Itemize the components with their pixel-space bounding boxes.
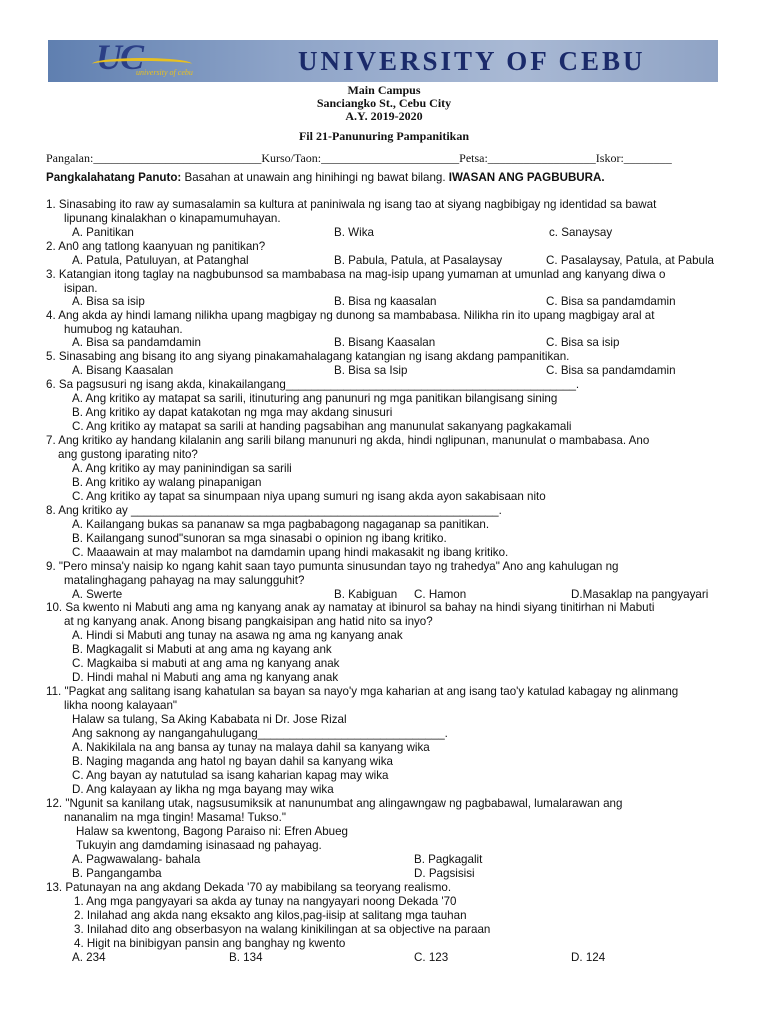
- answer-choice: A. Bisa sa isip: [72, 295, 145, 308]
- question-line: 8. Ang kritiko ay _________________________________________________________.: [46, 504, 502, 517]
- question-line: 10. Sa kwento ni Mabuti ang ama ng kanyang anak ay namatay at ibinurol sa bahay na hindi siyang tinitirhan ni Mabuti: [46, 601, 655, 614]
- question-line: B. Ang kritiko ay dapat katakotan ng mga may akdang sinusuri: [72, 406, 393, 419]
- university-banner: [48, 37, 718, 82]
- question-line: Halaw sa tulang, Sa Aking Kababata ni Dr. Jose Rizal: [72, 713, 347, 726]
- question-line: isipan.: [64, 282, 98, 295]
- question-line: A. Hindi si Mabuti ang tunay na asawa ng ama ng kanyang anak: [72, 629, 403, 642]
- logo-subtext: university of cebu: [136, 68, 193, 77]
- question-line: humubog ng katauhan.: [64, 323, 183, 336]
- answer-choice: C. Hamon: [414, 588, 467, 601]
- question-line: 3. Inilahad dito ang obserbasyon na walang kinikilingan at sa objective na paraan: [74, 923, 491, 936]
- answer-choice: B. Bisang Kaasalan: [334, 336, 436, 349]
- answer-choice: B. Bisa ng kaasalan: [334, 295, 437, 308]
- campus-name: Main Campus: [347, 83, 421, 97]
- question-line: Ang saknong ay nangangahulugang_____________________________.: [72, 727, 448, 740]
- question-line: 9. "Pero minsa'y naisip ko ngang kahit saan tayo pumunta sinusundan tayo ng trahedya" Ano ang kahulugan ng: [46, 560, 619, 573]
- answer-choice: A. Pagwawalang- bahala: [72, 853, 201, 866]
- instructions-text: Basahan at unawain ang hinihingi ng bawat bilang.: [181, 171, 449, 184]
- answer-choice: B. Pangangamba: [72, 867, 162, 880]
- answer-choice: A. 234: [72, 951, 106, 964]
- question-line: D. Ang kalayaan ay likha ng mga bayang may wika: [72, 783, 334, 796]
- question-line: 2. An0 ang tatlong kaanyuan ng panitikan?: [46, 240, 266, 253]
- question-line: likha noong kalayaan": [64, 699, 178, 712]
- question-line: C. Ang kritiko ay matapat sa sarili at handing pagsabihan ang manunulat sakanyang pagkakamali: [72, 420, 572, 433]
- instructions-label: Pangkalahatang Panuto:: [46, 171, 182, 184]
- academic-year: A.Y. 2019-2020: [345, 109, 423, 123]
- university-logo: [48, 37, 198, 82]
- answer-choice: c. Sanaysay: [549, 226, 613, 239]
- question-line: 1. Sinasabing ito raw ay sumasalamin sa kultura at paniniwala ng isang tao at siyang nagbibigay ng identidad sa bawat: [46, 198, 657, 211]
- answer-choice: C. Bisa sa pandamdamin: [546, 364, 676, 377]
- answer-choice: B. 134: [229, 951, 263, 964]
- question-line: B. Magkagalit si Mabuti at ang ama ng kayang ank: [72, 643, 332, 656]
- question-line: A. Kailangang bukas sa pananaw sa mga pagbabagong nagaganap sa panitikan.: [72, 518, 490, 531]
- answer-choice: C. 123: [414, 951, 449, 964]
- question-line: B. Kailangang sunod"sunoran sa mga sinasabi o opinion ng ibang kritiko.: [72, 532, 447, 545]
- logo-text: UC: [96, 37, 143, 77]
- answer-choice: D. Pagsisisi: [414, 867, 475, 880]
- answer-choice: A. Patula, Patuluyan, at Patanghal: [72, 254, 249, 267]
- question-line: A. Nakikilala na ang bansa ay tunay na malaya dahil sa kanyang wika: [72, 741, 430, 754]
- question-line: C. Ang kritiko ay tapat sa sinumpaan niya upang sumuri ng isang akda ayon sakabisaan nito: [72, 490, 546, 503]
- question-line: Halaw sa kwentong, Bagong Paraiso ni: Efren Abueg: [76, 825, 348, 838]
- question-line: B. Ang kritiko ay walang pinapanigan: [72, 476, 262, 489]
- course-title: Fil 21-Panunuring Pampanitikan: [298, 129, 470, 143]
- answer-choice: C. Pasalaysay, Patula, at Pabula: [546, 254, 714, 267]
- question-line: C. Magkaiba si mabuti at ang ama ng kanyang anak: [72, 657, 340, 670]
- question-line: 1. Ang mga pangyayari sa akda ay tunay na nangyayari noong Dekada '70: [74, 895, 457, 908]
- question-line: 4. Ang akda ay hindi lamang nilikha upang magbigay ng dunong sa mambabasa. Nilikha rin ito upang magbigay aral at: [46, 309, 655, 322]
- answer-choice: B. Wika: [334, 226, 374, 239]
- answer-choice: D.Masaklap na pangyayari: [571, 588, 709, 601]
- question-line: 2. Inilahad ang akda nang eksakto ang kilos,pag-iisip at salitang mga tauhan: [74, 909, 467, 922]
- question-line: ang gustong iparating nito?: [58, 448, 198, 461]
- answer-choice: C. Bisa sa isip: [546, 336, 620, 349]
- question-line: 4. Higit na binibigyan pansin ang banghay ng kwento: [74, 937, 346, 950]
- question-line: A. Ang kritiko ay matapat sa sarili, itinuturing ang panunuri ng mga panitikan bilangisang sining: [72, 392, 558, 405]
- answer-choice: B. Bisa sa Isip: [334, 364, 408, 377]
- question-line: 7. Ang kritiko ay handang kilalanin ang sarili bilang manunuri ng akda, hindi nglipunan, manunulat o mambabasa. Ano: [46, 434, 650, 447]
- question-line: 12. "Ngunit sa kanilang utak, nagsusumiksik at nanunumbat ang alingawngaw ng pagbabawal, lumalarawan ang: [46, 797, 623, 810]
- question-line: at ng kanyang anak. Anong bisang pangkaisipan ang hatid nito sa inyo?: [64, 615, 433, 628]
- question-line: 13. Patunayan na ang akdang Dekada '70 ay mabibilang sa teoryang realismo.: [46, 881, 452, 894]
- answer-choice: C. Bisa sa pandamdamin: [546, 295, 676, 308]
- question-line: matalinghagang pahayag na may salungguhit?: [64, 574, 305, 587]
- question-line: B. Naging maganda ang hatol ng bayan dahil sa kanyang wika: [72, 755, 393, 768]
- answer-choice: A. Swerte: [72, 588, 123, 601]
- question-line: A. Ang kritiko ay may paninindigan sa sarili: [72, 462, 292, 475]
- question-line: nananalim na mga tingin! Masama! Tukso.": [64, 811, 286, 824]
- question-line: C. Ang bayan ay natutulad sa isang kaharian kapag may wika: [72, 769, 389, 782]
- question-line: 5. Sinasabing ang bisang ito ang siyang pinakamahalagang katangian ng isang akdang pampanitikan.: [46, 350, 570, 363]
- answer-choice: B. Pabula, Patula, at Pasalaysay: [334, 254, 503, 267]
- answer-choice: D. 124: [571, 951, 606, 964]
- question-line: D. Hindi mahal ni Mabuti ang ama ng kanyang anak: [72, 671, 339, 684]
- general-instructions: [46, 171, 605, 185]
- university-name: UNIVERSITY OF CEBU: [298, 46, 646, 76]
- question-line: 6. Sa pagsusuri ng isang akda, kinakailangang_____________________________________________.: [46, 378, 580, 391]
- student-info-fields: Pangalan:____________________________Kurso/Taon:_______________________Petsa:__________________Iskor:________: [46, 151, 672, 165]
- answer-choice: B. Kabiguan: [334, 588, 398, 601]
- answer-choice: A. Bisa sa pandamdamin: [72, 336, 201, 349]
- question-line: C. Maaawain at may malambot na damdamin upang hindi makasakit ng ibang kritiko.: [72, 546, 509, 559]
- question-line: lipunang kinalakhan o kinapamumuhayan.: [64, 212, 281, 225]
- question-line: 11. "Pagkat ang salitang isang kahatulan sa bayan sa nayo'y mga kaharian at ang isang tao'y katulad kabagay ng alinmang: [46, 685, 679, 698]
- answer-choice: A. Panitikan: [72, 226, 134, 239]
- answer-choice: B. Pagkagalit: [414, 853, 483, 866]
- question-line: Tukuyin ang damdaming isinasaad ng pahayag.: [76, 839, 322, 852]
- instructions-emphasis: IWASAN ANG PAGBUBURA.: [448, 171, 605, 184]
- campus-address: Sanciangko St., Cebu City: [316, 96, 452, 110]
- question-line: 3. Katangian itong taglay na nagbubunsod sa mambabasa na mag-isip upang yumaman at umunlad ang kanyang diwa o: [46, 268, 666, 281]
- answer-choice: A. Bisang Kaasalan: [72, 364, 174, 377]
